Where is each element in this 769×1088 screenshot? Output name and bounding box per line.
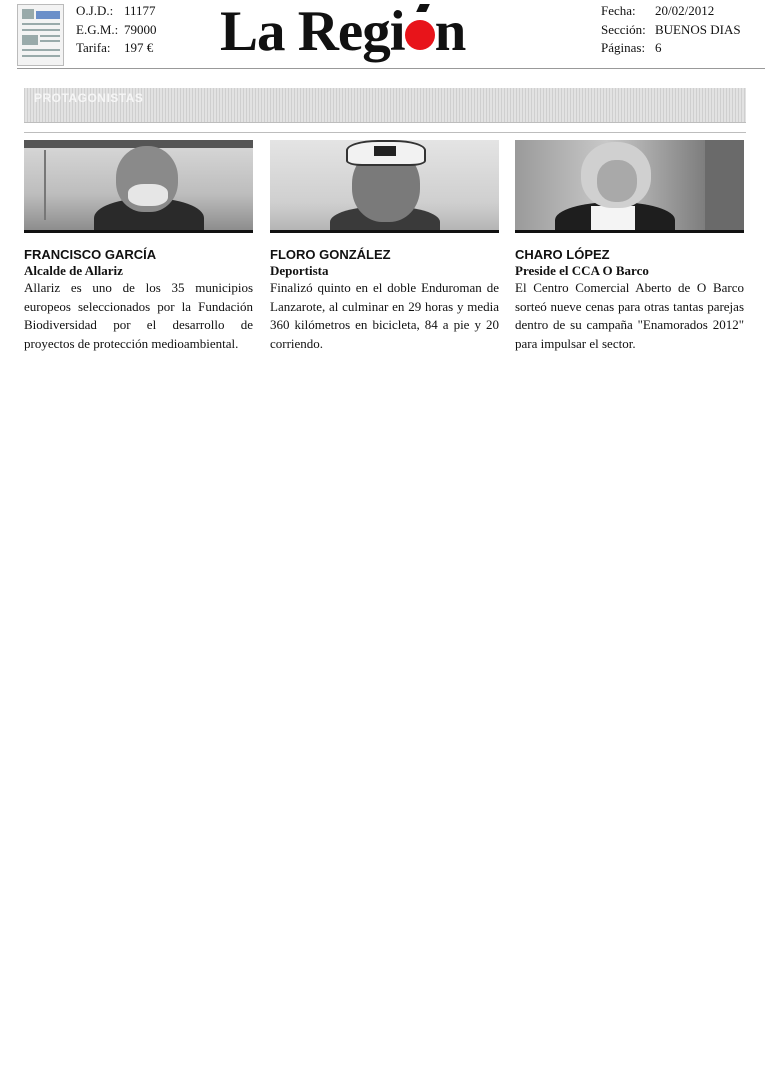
tarifa-label: Tarifa: [76,40,111,55]
profile-description: Finalizó quinto en el doble Enduroman de Lanzarote, al culminar en 29 horas y media 360 kilómetros en bicicleta, 84 a pie y 20 corriendo. [270,280,499,351]
profile-name: CHARO LÓPEZ [515,247,610,262]
ojd-label: O.J.D.: [76,3,114,18]
paginas-label: Páginas: [601,40,646,55]
seccion-label: Sección: [601,21,646,37]
press-metrics [76,2,157,58]
profile-description: Allariz es uno de los 35 municipios europeos seleccionados por la Fundación Biodiversidad por el desarrollo de proyectos de protección medioambiental. [24,280,253,351]
fecha-label: Fecha: [601,3,636,18]
profile-name: FRANCISCO GARCÍA [24,247,157,262]
paginas-value: 6 [655,40,662,55]
publication-info [601,2,741,58]
section-label: PROTAGONISTAS [34,91,144,105]
ojd-value: 11177 [124,3,156,18]
profile-card [515,140,750,353]
profile-photo [270,140,499,233]
logo-red-dot-icon [405,20,435,50]
profile-photo [24,140,253,233]
profile-description: El Centro Comercial Aberto de O Barco sorteó nueve cenas para otras tantas parejas dentro de su campaña "Enamorados 2012" para impulsar el sector. [515,280,744,351]
profile-card [270,140,505,353]
section-divider [24,132,746,133]
egm-value: 79000 [124,21,157,37]
profile-role: Alcalde de Allariz [24,263,123,278]
profile-photo [515,140,744,233]
newspaper-logo [220,0,550,66]
header-divider [17,68,765,69]
profile-name: FLORO GONZÁLEZ [270,247,391,262]
fecha-value: 20/02/2012 [655,3,715,18]
tarifa-value: 197 € [124,40,154,55]
profile-role: Preside el CCA O Barco [515,263,649,278]
page-thumbnail [17,4,64,66]
egm-label: E.G.M.: [76,21,119,37]
logo-text-end: n [434,0,466,63]
seccion-value: BUENOS DIAS [655,21,741,37]
section-band [24,88,746,123]
logo-text-start: La Regi [220,0,405,63]
profile-role: Deportista [270,263,329,278]
profile-card [24,140,259,353]
